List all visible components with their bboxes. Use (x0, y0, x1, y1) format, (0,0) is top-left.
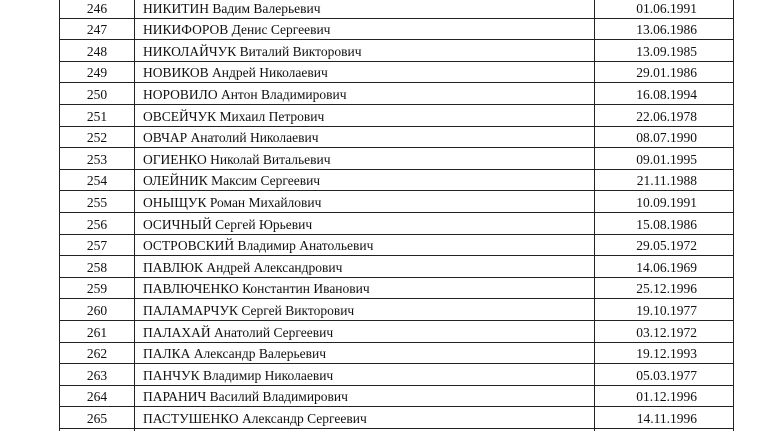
row-number-cell: 259 (60, 277, 135, 299)
personnel-table (59, 0, 734, 431)
row-number-cell: 256 (60, 212, 135, 234)
table-row (60, 18, 734, 40)
table-row (60, 61, 734, 83)
birth-date-cell: 05.03.1977 (595, 364, 734, 386)
row-number-cell: 253 (60, 148, 135, 170)
table-row (60, 385, 734, 407)
birth-date-cell: 29.01.1986 (595, 61, 734, 83)
birth-date-cell: 21.11.1988 (595, 169, 734, 191)
full-name-cell: ОСТРОВСКИЙ Владимир Анатольевич (135, 234, 595, 256)
row-number-cell: 257 (60, 234, 135, 256)
table-row (60, 0, 734, 18)
birth-date-cell: 13.09.1985 (595, 40, 734, 62)
row-number-cell: 264 (60, 385, 135, 407)
birth-date-cell: 14.11.1996 (595, 407, 734, 429)
row-number-cell: 250 (60, 83, 135, 105)
table-row (60, 256, 734, 278)
row-number-cell: 262 (60, 342, 135, 364)
full-name-cell: НИКИТИН Вадим Валерьевич (135, 0, 595, 18)
birth-date-cell: 22.06.1978 (595, 104, 734, 126)
row-number-cell: 254 (60, 169, 135, 191)
full-name-cell: ПАВЛЮК Андрей Александрович (135, 256, 595, 278)
row-number-cell: 260 (60, 299, 135, 321)
table-row (60, 40, 734, 62)
row-number-cell: 248 (60, 40, 135, 62)
full-name-cell: ОГИЕНКО Николай Витальевич (135, 148, 595, 170)
full-name-cell: НОРОВИЛО Антон Владимирович (135, 83, 595, 105)
row-number-cell: 249 (60, 61, 135, 83)
row-number-cell: 265 (60, 407, 135, 429)
row-number-cell: 251 (60, 104, 135, 126)
full-name-cell: ПАЛАХАЙ Анатолий Сергеевич (135, 320, 595, 342)
full-name-cell: ОНЫЩУК Роман Михайлович (135, 191, 595, 213)
table-row (60, 277, 734, 299)
birth-date-cell: 19.12.1993 (595, 342, 734, 364)
row-number-cell: 247 (60, 18, 135, 40)
table-row (60, 126, 734, 148)
row-number-cell: 255 (60, 191, 135, 213)
full-name-cell: ОСИЧНЫЙ Сергей Юрьевич (135, 212, 595, 234)
table-row (60, 299, 734, 321)
table-row (60, 320, 734, 342)
full-name-cell: НИКОЛАЙЧУК Виталий Викторович (135, 40, 595, 62)
birth-date-cell: 19.10.1977 (595, 299, 734, 321)
full-name-cell: ПАСТУШЕНКО Александр Сергеевич (135, 407, 595, 429)
full-name-cell: ПАВЛЮЧЕНКО Константин Иванович (135, 277, 595, 299)
table-row (60, 364, 734, 386)
birth-date-cell: 13.06.1986 (595, 18, 734, 40)
row-number-cell: 246 (60, 0, 135, 18)
full-name-cell: ПАРАНИЧ Василий Владимирович (135, 385, 595, 407)
full-name-cell: ОВСЕЙЧУК Михаил Петрович (135, 104, 595, 126)
birth-date-cell: 14.06.1969 (595, 256, 734, 278)
birth-date-cell: 03.12.1972 (595, 320, 734, 342)
table-row (60, 191, 734, 213)
full-name-cell: ПАЛКА Александр Валерьевич (135, 342, 595, 364)
table-row (60, 212, 734, 234)
personnel-table-body (60, 0, 734, 431)
full-name-cell: ПАНЧУК Владимир Николаевич (135, 364, 595, 386)
row-number-cell: 252 (60, 126, 135, 148)
full-name-cell: ОЛЕЙНИК Максим Сергеевич (135, 169, 595, 191)
table-row (60, 234, 734, 256)
birth-date-cell: 01.06.1991 (595, 0, 734, 18)
full-name-cell: НОВИКОВ Андрей Николаевич (135, 61, 595, 83)
full-name-cell: ОВЧАР Анатолий Николаевич (135, 126, 595, 148)
row-number-cell: 263 (60, 364, 135, 386)
row-number-cell: 258 (60, 256, 135, 278)
row-number-cell: 261 (60, 320, 135, 342)
full-name-cell: ПАЛАМАРЧУК Сергей Викторович (135, 299, 595, 321)
birth-date-cell: 08.07.1990 (595, 126, 734, 148)
table-row (60, 104, 734, 126)
table-row (60, 83, 734, 105)
table-row (60, 407, 734, 429)
birth-date-cell: 10.09.1991 (595, 191, 734, 213)
table-row (60, 342, 734, 364)
birth-date-cell: 01.12.1996 (595, 385, 734, 407)
table-row (60, 148, 734, 170)
full-name-cell: НИКИФОРОВ Денис Сергеевич (135, 18, 595, 40)
birth-date-cell: 25.12.1996 (595, 277, 734, 299)
birth-date-cell: 15.08.1986 (595, 212, 734, 234)
table-row (60, 169, 734, 191)
birth-date-cell: 16.08.1994 (595, 83, 734, 105)
birth-date-cell: 09.01.1995 (595, 148, 734, 170)
birth-date-cell: 29.05.1972 (595, 234, 734, 256)
